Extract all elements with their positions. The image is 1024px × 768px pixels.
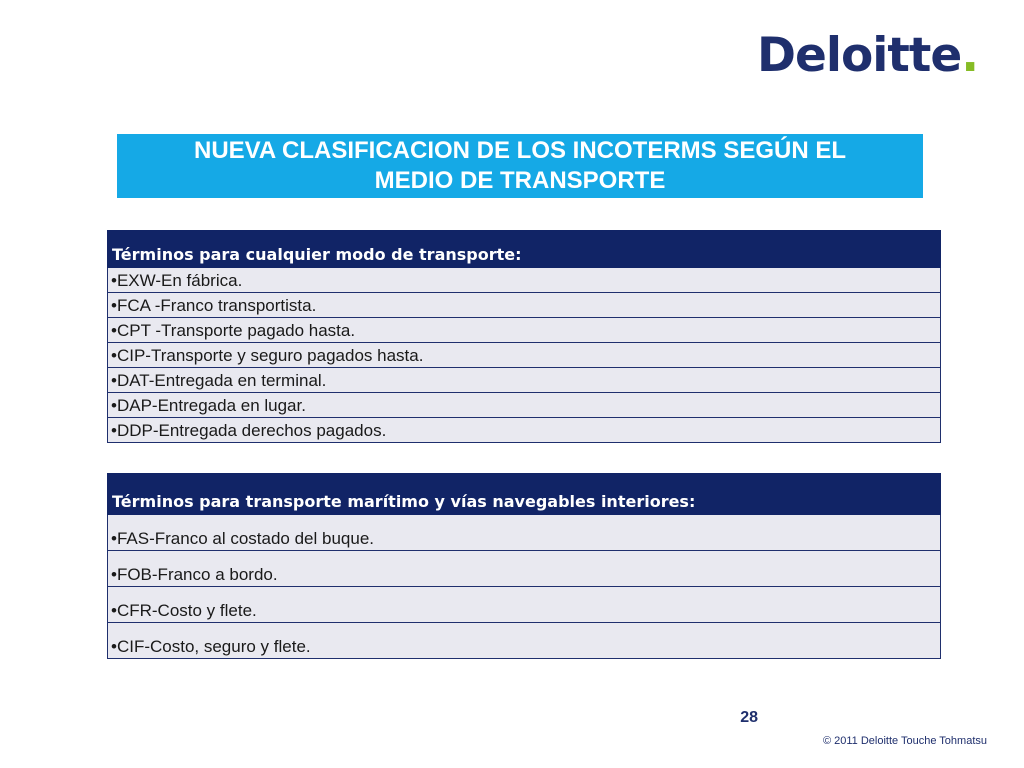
multimodal-terms-table (107, 230, 941, 443)
page-number: 28 (740, 709, 758, 726)
title-line-2: MEDIO DE TRANSPORTE (374, 167, 666, 194)
table-row: •CFR-Costo y flete. (108, 587, 941, 623)
table-row: •DDP-Entregada derechos pagados. (108, 418, 941, 443)
table-header: Términos para cualquier modo de transporte: (108, 231, 941, 268)
title-line-1: NUEVA CLASIFICACION DE LOS INCOTERMS SEGÚN EL (193, 137, 847, 164)
table-row: •FOB-Franco a bordo. (108, 551, 941, 587)
logo-dot: . (961, 28, 979, 83)
table-row: •CIF-Costo, seguro y flete. (108, 623, 941, 659)
table-row: •DAT-Entregada en terminal. (108, 368, 941, 393)
table-row: •DAP-Entregada en lugar. (108, 393, 941, 418)
maritime-terms-table (107, 473, 941, 659)
table-row: •EXW-En fábrica. (108, 268, 941, 293)
slide-title (117, 134, 923, 198)
table-row: •CPT -Transporte pagado hasta. (108, 318, 941, 343)
table-row: •FCA -Franco transportista. (108, 293, 941, 318)
logo-word: Deloitte (757, 28, 962, 83)
table-header: Términos para transporte marítimo y vías navegables interiores: (108, 474, 941, 515)
deloitte-logo (757, 28, 979, 83)
copyright-notice: © 2011 Deloitte Touche Tohmatsu (822, 735, 987, 747)
table-row: •FAS-Franco al costado del buque. (108, 515, 941, 551)
table-row: •CIP-Transporte y seguro pagados hasta. (108, 343, 941, 368)
